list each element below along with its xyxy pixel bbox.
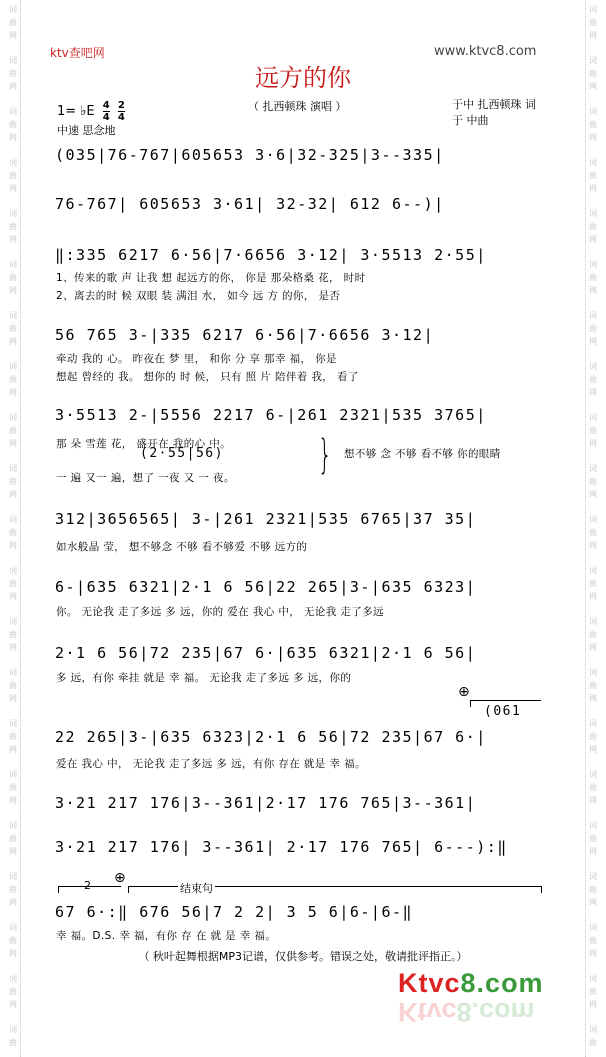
watermark-glyph: 词: [9, 413, 17, 422]
watermark-glyph: 网: [589, 490, 597, 499]
score-line-7: 6-|635 6321|2·1 6 56|22 265|3-|635 6323|: [55, 578, 477, 596]
left-watermark-strip: [6, 0, 21, 1057]
watermark-glyph: 网: [9, 1000, 17, 1009]
watermark-glyph: 网: [9, 796, 17, 805]
lyric-line-3b: 2、离去的时 候 双眼 装 满泪 水， 如今 远 方 的你， 是否: [56, 290, 341, 302]
watermark-glyph: 曲: [589, 936, 597, 945]
watermark-glyph: 网: [589, 439, 597, 448]
watermark-glyph: 曲: [9, 630, 17, 639]
watermark-glyph: 曲: [589, 579, 597, 588]
watermark-glyph: 网: [589, 847, 597, 856]
watermark-glyph: 网: [589, 235, 597, 244]
watermark-glyph: 网: [9, 184, 17, 193]
watermark-glyph: 曲: [589, 477, 597, 486]
watermark-glyph: 网: [9, 949, 17, 958]
lyric-line-8: 多 远，有你 牵挂 就是 幸 福。 无论我 走了多远 多 远，你的: [56, 672, 352, 684]
watermark-glyph: 网: [589, 133, 597, 142]
watermark-glyph: 曲: [9, 528, 17, 537]
watermark-glyph: 曲: [589, 120, 597, 129]
singer-credit: （ 扎西顿珠 演唱 ）: [248, 100, 347, 113]
tempo-marking: 中速 思念地: [57, 124, 116, 137]
watermark-glyph: 曲: [9, 987, 17, 996]
watermark-glyph: 网: [9, 337, 17, 346]
watermark-glyph: 词: [589, 362, 597, 371]
watermark-glyph: 词: [9, 464, 17, 473]
watermark-glyph: 词: [9, 515, 17, 524]
watermark-glyph: 网: [589, 643, 597, 652]
watermark-glyph: 词: [9, 872, 17, 881]
watermark-glyph: 曲: [589, 426, 597, 435]
site-logo-reflection: Ktvc8.com: [398, 997, 535, 1027]
watermark-glyph: 网: [589, 388, 597, 397]
watermark-glyph: 曲: [589, 834, 597, 843]
watermark-glyph: 网: [589, 31, 597, 40]
watermark-glyph: 曲: [9, 732, 17, 741]
watermark-glyph: 词: [9, 1025, 17, 1034]
watermark-glyph: 曲: [589, 732, 597, 741]
watermark-glyph: 词: [589, 617, 597, 626]
watermark-glyph: 曲: [9, 375, 17, 384]
watermark-glyph: 词: [589, 770, 597, 779]
watermark-glyph: 曲: [9, 273, 17, 282]
watermark-glyph: 词: [589, 5, 597, 14]
volta-phrase: (061: [484, 704, 522, 719]
watermark-glyph: 网: [589, 796, 597, 805]
watermark-glyph: 曲: [9, 783, 17, 792]
composer-credit: 于 中曲: [452, 114, 489, 127]
watermark-glyph: 词: [589, 107, 597, 116]
lyric-line-5b: 一 遍 又一 遍，想了 一夜 又 一 夜。: [56, 472, 235, 484]
watermark-glyph: 网: [9, 898, 17, 907]
watermark-glyph: 词: [589, 872, 597, 881]
watermark-glyph: 词: [9, 158, 17, 167]
watermark-glyph: 曲: [589, 783, 597, 792]
watermark-glyph: 网: [9, 694, 17, 703]
lyric-line-5a: 那 朵 雪莲 花， 盛开在 我的心 中。: [56, 438, 232, 450]
watermark-glyph: 曲: [9, 936, 17, 945]
watermark-glyph: 词: [9, 311, 17, 320]
watermark-glyph: 曲: [9, 477, 17, 486]
watermark-glyph: 曲: [589, 69, 597, 78]
coda-sign-2: ⊕: [114, 870, 126, 886]
lyric-line-9: 爱在 我心 中， 无论我 走了多远 多 远，有你 存在 就是 幸 福。: [56, 758, 366, 770]
watermark-glyph: 网: [589, 286, 597, 295]
watermark-glyph: 词: [589, 209, 597, 218]
watermark-glyph: 网: [9, 541, 17, 550]
lyric-line-4a: 牵动 我的 心。 昨夜在 梦 里， 和你 分 享 那幸 福， 你是: [56, 353, 337, 365]
watermark-glyph: 词: [589, 260, 597, 269]
watermark-glyph: 曲: [589, 528, 597, 537]
watermark-glyph: 曲: [589, 18, 597, 27]
watermark-glyph: 词: [589, 311, 597, 320]
score-line-11: 3·21 217 176| 3--361| 2·17 176 765| 6---):‖: [55, 838, 508, 856]
lyric-line-4b: 想起 曾经的 我。 想你的 时 候， 只有 照 片 陪伴着 我， 看了: [56, 371, 359, 383]
watermark-glyph: 词: [589, 719, 597, 728]
score-line-6: 312|3656565| 3-|261 2321|535 6765|37 35|: [55, 510, 477, 528]
brand-text: ktv查吧网: [50, 46, 105, 60]
watermark-glyph: 网: [589, 184, 597, 193]
footer-note: （ 秋叶起舞根据MP3记谱，仅供参考。错误之处，敬请批评指正。）: [138, 950, 468, 963]
watermark-glyph: 网: [589, 337, 597, 346]
watermark-glyph: 词: [9, 107, 17, 116]
watermark-glyph: 曲: [9, 426, 17, 435]
watermark-glyph: 词: [589, 566, 597, 575]
watermark-glyph: 网: [589, 745, 597, 754]
watermark-glyph: 词: [9, 566, 17, 575]
watermark-glyph: 网: [9, 643, 17, 652]
watermark-glyph: 曲: [589, 630, 597, 639]
watermark-glyph: 网: [589, 898, 597, 907]
watermark-glyph: 词: [9, 668, 17, 677]
watermark-glyph: 词: [589, 158, 597, 167]
ending-label: 结束句: [180, 882, 213, 895]
watermark-glyph: 曲: [9, 171, 17, 180]
watermark-glyph: 曲: [9, 222, 17, 231]
score-line-5: 3·5513 2-|5556 2217 6-|261 2321|535 3765|: [55, 406, 487, 424]
score-line-3: ‖:335 6217 6·56|7·6656 3·12| 3·5513 2·55|: [55, 246, 487, 264]
score-line-12: 67 6·:‖ 676 56|7 2 2| 3 5 6|6-|6-‖: [55, 903, 414, 921]
volta-number: 2: [84, 879, 91, 892]
key-signature: [57, 100, 125, 123]
watermark-glyph: 词: [589, 413, 597, 422]
watermark-glyph: 曲: [9, 1038, 17, 1047]
watermark-glyph: 网: [589, 949, 597, 958]
watermark-glyph: 网: [9, 286, 17, 295]
watermark-glyph: 网: [9, 745, 17, 754]
watermark-glyph: 网: [589, 592, 597, 601]
lyric-line-3a: 1、传来的歌 声 让我 想 起远方的你， 你是 那朵格桑 花， 时时: [56, 272, 366, 284]
site-url: www.ktvc8.com: [434, 44, 537, 59]
score-line-1: (035|76-767|605653 3·6|32-325|3--335|: [55, 146, 445, 164]
watermark-glyph: 网: [9, 133, 17, 142]
watermark-glyph: 词: [589, 923, 597, 932]
watermark-glyph: 词: [589, 821, 597, 830]
watermark-glyph: 词: [589, 515, 597, 524]
watermark-glyph: 曲: [589, 375, 597, 384]
watermark-glyph: 网: [9, 388, 17, 397]
watermark-glyph: 词: [9, 209, 17, 218]
watermark-glyph: 曲: [589, 681, 597, 690]
watermark-glyph: 词: [589, 464, 597, 473]
score-line-4: 56 765 3-|335 6217 6·56|7·6656 3·12|: [55, 326, 435, 344]
coda-sign-1: ⊕: [458, 684, 470, 700]
watermark-glyph: 词: [9, 923, 17, 932]
watermark-glyph: 词: [9, 974, 17, 983]
watermark-glyph: 曲: [589, 885, 597, 894]
watermark-glyph: 词: [9, 56, 17, 65]
score-line-8: 2·1 6 56|72 235|67 6·|635 6321|2·1 6 56|: [55, 644, 477, 662]
lyricist-credit: 于中 扎西顿珠 词: [452, 98, 536, 111]
watermark-glyph: 词: [9, 362, 17, 371]
watermark-glyph: 词: [9, 770, 17, 779]
sub-phrase: (2·55|56): [140, 446, 224, 461]
song-title: 远方的你: [255, 64, 351, 92]
watermark-glyph: 曲: [589, 171, 597, 180]
watermark-glyph: 词: [9, 719, 17, 728]
watermark-glyph: 词: [589, 974, 597, 983]
site-logo: Ktvc8.com: [398, 968, 544, 998]
score-line-2: 76-767| 605653 3·61| 32-32| 612 6--)|: [55, 195, 445, 213]
watermark-glyph: 网: [589, 541, 597, 550]
watermark-glyph: 网: [9, 847, 17, 856]
key-text: 1= ♭E: [57, 104, 95, 119]
watermark-glyph: 网: [9, 439, 17, 448]
watermark-glyph: 网: [9, 82, 17, 91]
lyric-line-12: 幸 福。D.S. 幸 福，有你 存 在 就 是 幸 福。: [56, 930, 277, 942]
watermark-glyph: 曲: [589, 222, 597, 231]
right-watermark-strip: [585, 0, 600, 1057]
watermark-glyph: 曲: [9, 120, 17, 129]
time-signature-1: $\frac{4}{4}$: [102, 100, 110, 123]
lyric-side-note: 想不够 念 不够 看不够 你的眼睛: [344, 448, 501, 460]
time-signature-2: $\frac{2}{4}$: [117, 100, 125, 123]
watermark-glyph: 曲: [589, 273, 597, 282]
lyric-line-6: 如水般晶 莹， 想不够念 不够 看不够爱 不够 远方的: [56, 541, 308, 553]
watermark-glyph: 网: [9, 235, 17, 244]
watermark-glyph: 曲: [589, 987, 597, 996]
watermark-glyph: 曲: [9, 579, 17, 588]
watermark-glyph: 词: [9, 821, 17, 830]
watermark-glyph: 曲: [9, 681, 17, 690]
watermark-glyph: 曲: [589, 324, 597, 333]
watermark-glyph: 词: [9, 5, 17, 14]
watermark-glyph: 词: [9, 260, 17, 269]
lyric-line-7: 你。 无论我 走了多远 多 远，你的 爱在 我心 中， 无论我 走了多远: [56, 606, 384, 618]
watermark-glyph: 曲: [589, 1038, 597, 1047]
watermark-glyph: 词: [589, 1025, 597, 1034]
watermark-glyph: 词: [9, 617, 17, 626]
watermark-glyph: 曲: [9, 69, 17, 78]
watermark-glyph: 曲: [9, 324, 17, 333]
score-line-9: 22 265|3-|635 6323|2·1 6 56|72 235|67 6·|: [55, 728, 487, 746]
brace-symbol: }: [318, 432, 332, 478]
watermark-glyph: 网: [589, 82, 597, 91]
score-line-10: 3·21 217 176|3--361|2·17 176 765|3--361|: [55, 794, 477, 812]
watermark-glyph: 曲: [9, 834, 17, 843]
watermark-glyph: 网: [9, 592, 17, 601]
watermark-glyph: 网: [589, 1000, 597, 1009]
watermark-glyph: 网: [9, 31, 17, 40]
watermark-glyph: 网: [589, 694, 597, 703]
watermark-glyph: 网: [9, 490, 17, 499]
watermark-glyph: 曲: [9, 18, 17, 27]
watermark-glyph: 曲: [9, 885, 17, 894]
watermark-glyph: 词: [589, 56, 597, 65]
watermark-glyph: 词: [589, 668, 597, 677]
